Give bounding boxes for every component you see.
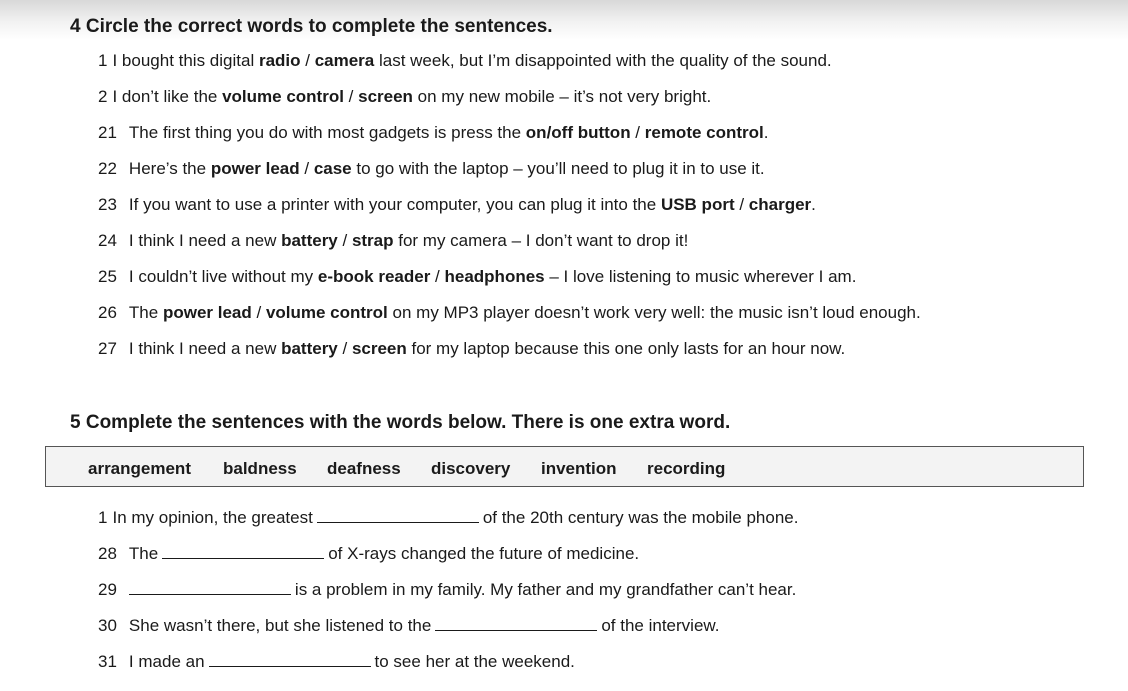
item-text: for my laptop because this one only lasts for an hour now. [406, 339, 846, 358]
exercise-5-item-30 [98, 616, 719, 636]
option-2[interactable]: case [313, 159, 352, 178]
exercise-4-item-22 [98, 159, 765, 179]
item-text: The [128, 303, 163, 322]
exercise-5-item-1 [98, 508, 798, 528]
item-number: 1 [98, 51, 108, 70]
option-1[interactable]: USB port [660, 195, 735, 214]
option-1[interactable]: e-book reader [317, 267, 431, 286]
word-bank-item: arrangement [88, 459, 191, 478]
exercise-4-item-25 [98, 267, 856, 287]
item-text: I couldn’t live without my [128, 267, 318, 286]
option-separator: / [337, 231, 352, 250]
item-text: on my new mobile – it’s not very bright. [412, 87, 712, 106]
option-1[interactable]: radio [258, 51, 301, 70]
item-text: The [128, 544, 159, 563]
exercise-4-heading: 4 Circle the correct words to complete the sentences. [70, 16, 553, 37]
item-text: to go with the laptop – you’ll need to plug it in to use it. [351, 159, 765, 178]
answer-blank[interactable] [317, 508, 479, 523]
exercise-4-item-2 [98, 87, 711, 107]
option-2[interactable]: screen [358, 87, 413, 106]
item-text: of the 20th century was the mobile phone. [482, 508, 799, 527]
item-text: . [763, 123, 769, 142]
exercise-4-item-1 [98, 51, 832, 71]
item-number: 22 [98, 159, 117, 178]
exercise-4-item-26 [98, 303, 921, 323]
answer-blank[interactable] [435, 616, 597, 631]
answer-blank[interactable] [129, 580, 291, 595]
option-1[interactable]: power lead [210, 159, 300, 178]
option-2[interactable]: strap [351, 231, 394, 250]
item-text: last week, but I’m disappointed with the quality of the sound. [374, 51, 832, 70]
option-separator: / [299, 159, 314, 178]
item-text: I don’t like the [112, 87, 223, 106]
item-text: In my opinion, the greatest [112, 508, 313, 527]
exercise-5-item-28 [98, 544, 639, 564]
item-text: is a problem in my family. My father and my grandfather can’t hear. [294, 580, 797, 599]
item-text: on my MP3 player doesn’t work very well: the music isn’t loud enough. [387, 303, 921, 322]
item-number: 21 [98, 123, 117, 142]
exercise-4-item-21 [98, 123, 769, 143]
option-2[interactable]: volume control [265, 303, 388, 322]
option-1[interactable]: volume control [222, 87, 344, 106]
option-separator: / [430, 267, 445, 286]
exercise-4-item-23 [98, 195, 816, 215]
item-text: I think I need a new [128, 231, 282, 250]
word-bank-item: deafness [327, 459, 401, 478]
item-text: She wasn’t there, but she listened to the [128, 616, 432, 635]
option-1[interactable]: power lead [162, 303, 252, 322]
answer-blank[interactable] [162, 544, 324, 559]
item-text: for my camera – I don’t want to drop it! [393, 231, 689, 250]
item-text: I bought this digital [112, 51, 259, 70]
item-text: of X-rays changed the future of medicine. [328, 544, 640, 563]
option-separator: / [251, 303, 266, 322]
item-number: 23 [98, 195, 117, 214]
exercise-5-item-31 [98, 652, 575, 672]
word-bank-item: baldness [223, 459, 297, 478]
option-separator: / [734, 195, 749, 214]
exercise-5-item-29 [98, 580, 796, 600]
option-separator: / [343, 87, 359, 106]
item-number: 2 [98, 87, 108, 106]
item-number: 29 [98, 580, 117, 599]
item-number: 27 [98, 339, 117, 358]
item-text: I made an [128, 652, 205, 671]
exercise-4-item-27 [98, 339, 845, 359]
item-text: I think I need a new [128, 339, 282, 358]
item-number: 31 [98, 652, 117, 671]
item-number: 26 [98, 303, 117, 322]
option-2[interactable]: charger [748, 195, 812, 214]
item-text: of the interview. [601, 616, 720, 635]
word-bank-item: recording [647, 459, 726, 478]
item-number: 24 [98, 231, 117, 250]
option-2[interactable]: remote control [644, 123, 764, 142]
item-text: – I love listening to music wherever I am. [544, 267, 857, 286]
item-number: 28 [98, 544, 117, 563]
exercise-5-heading: 5 Complete the sentences with the words below. There is one extra word. [70, 412, 731, 433]
item-text: The first thing you do with most gadgets is press the [128, 123, 526, 142]
option-1[interactable]: on/off button [525, 123, 631, 142]
item-number: 1 [98, 508, 108, 527]
option-separator: / [630, 123, 645, 142]
item-number: 30 [98, 616, 117, 635]
item-text: Here’s the [128, 159, 211, 178]
word-bank [45, 446, 1084, 487]
item-text: to see her at the weekend. [374, 652, 575, 671]
word-bank-item: invention [541, 459, 617, 478]
item-number: 25 [98, 267, 117, 286]
item-text: If you want to use a printer with your computer, you can plug it into the [128, 195, 661, 214]
exercise-4-item-24 [98, 231, 688, 251]
option-separator: / [300, 51, 315, 70]
option-1[interactable]: battery [281, 231, 338, 250]
option-2[interactable]: screen [351, 339, 407, 358]
option-2[interactable]: headphones [444, 267, 545, 286]
item-text: . [811, 195, 816, 214]
option-separator: / [337, 339, 352, 358]
option-1[interactable]: battery [281, 339, 338, 358]
option-2[interactable]: camera [314, 51, 375, 70]
word-bank-item: discovery [431, 459, 511, 478]
answer-blank[interactable] [209, 652, 371, 667]
